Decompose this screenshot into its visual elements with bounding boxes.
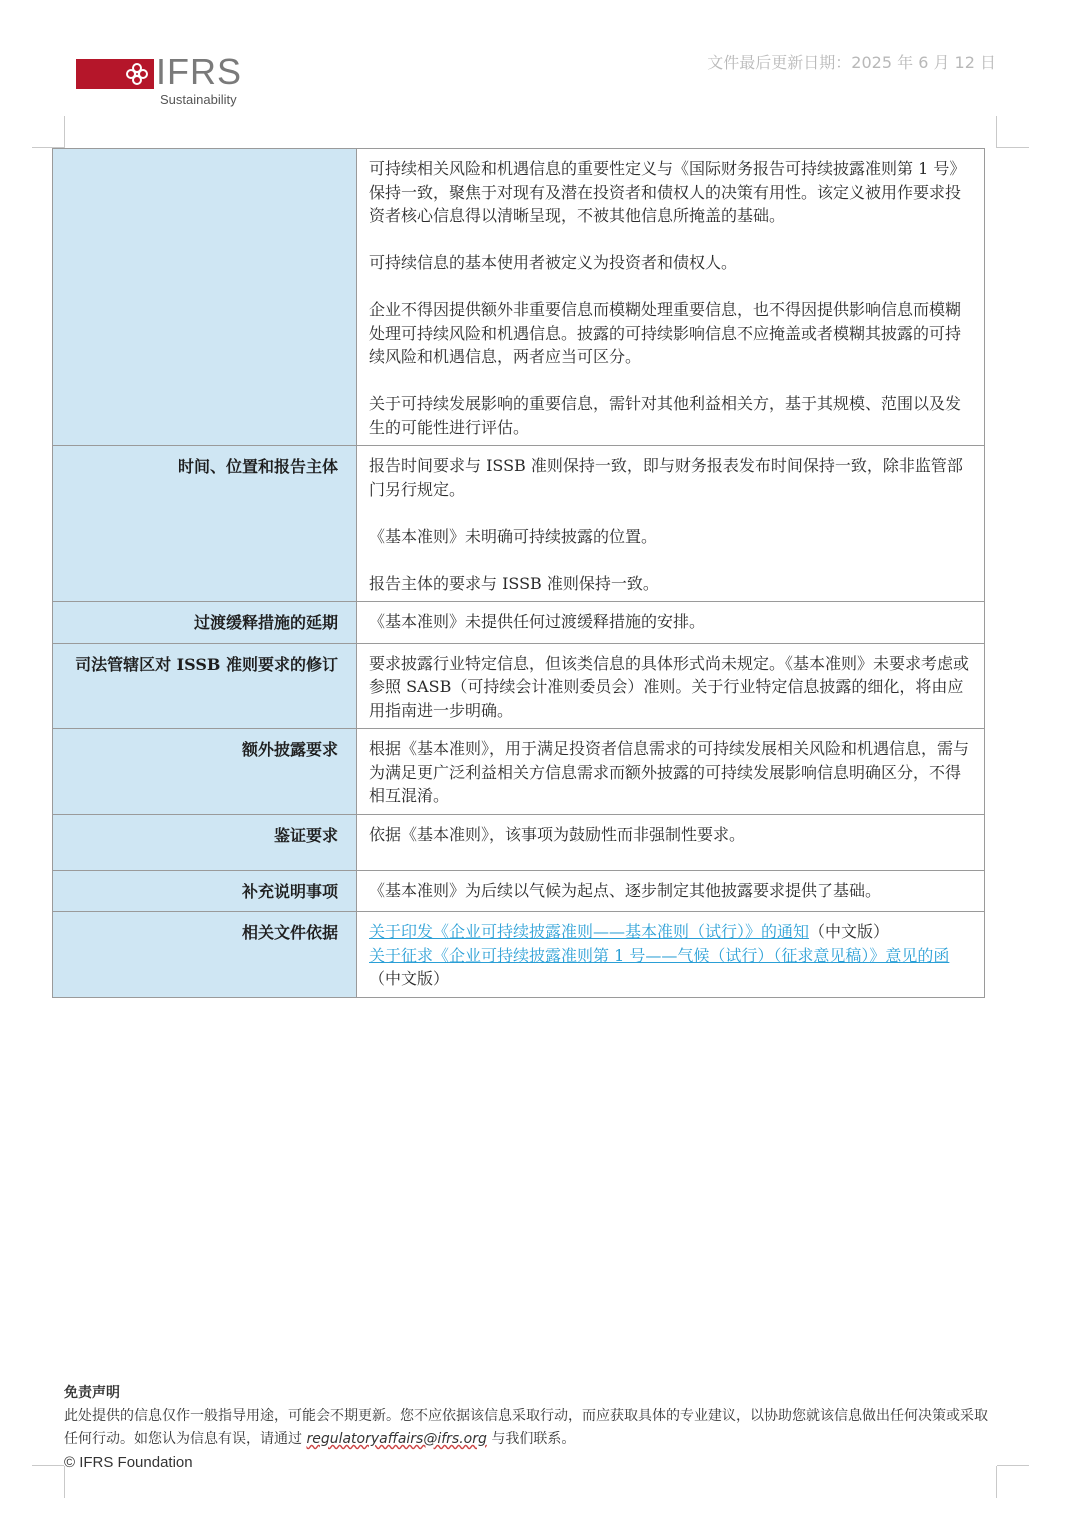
paragraph: 报告时间要求与 ISSB 准则保持一致，即与财务报表发布时间保持一致，除非监管部门另行规定。 — [369, 456, 963, 499]
row-label: 司法管辖区对 ISSB 准则要求的修订 — [53, 643, 357, 729]
row-content — [357, 912, 985, 998]
row-content — [357, 149, 985, 446]
doc-suffix: （中文版） — [809, 922, 890, 941]
row-label — [53, 149, 357, 446]
doc-suffix: （中文版） — [369, 969, 450, 988]
row-content — [357, 729, 985, 815]
crop-mark — [997, 1465, 1029, 1466]
row-label: 额外披露要求 — [53, 729, 357, 815]
ifrs-logo — [76, 51, 246, 108]
row-content — [357, 870, 985, 912]
disclaimer-title: 免责声明 — [64, 1385, 120, 1401]
doc-link-basic-standard[interactable]: 关于印发《企业可持续披露准则——基本准则（试行）》的通知 — [369, 922, 810, 941]
row-label: 补充说明事项 — [53, 870, 357, 912]
disclaimer-line: 此处提供的信息仅作一般指导用途，可能会不期更新。您不应依据该信息采取行动，而应获取具体的专业建议，以协助您就该信息做出任何决策或采取任何行动。如您认为信息有误，请通过 — [64, 1408, 988, 1447]
crop-mark — [997, 147, 1029, 148]
table-row — [53, 870, 985, 912]
paragraph: 《基本准则》为后续以气候为起点、逐步制定其他披露要求提供了基础。 — [369, 880, 882, 900]
doc-link-climate-standard[interactable]: 关于征求《企业可持续披露准则第 1 号——气候（试行）（征求意见稿）》意见的函 — [369, 945, 950, 965]
flower-icon — [124, 61, 150, 87]
table-row — [53, 912, 985, 998]
paragraph: 企业不得因提供额外非重要信息而模糊处理重要信息，也不得因提供影响信息而模糊处理可持续风险和机遇信息。披露的可持续影响信息不应掩盖或者模糊其披露的可持续风险和机遇信息，两者应当可区分。 — [369, 300, 962, 366]
table-row — [53, 602, 985, 644]
last-updated: 文件最后更新日期：2025 年 6 月 12 日 — [707, 53, 996, 72]
row-label: 相关文件依据 — [53, 912, 357, 998]
jurisdiction-table — [52, 148, 985, 998]
doc-line — [369, 944, 972, 991]
paragraph: 根据《基本准则》，用于满足投资者信息需求的可持续发展相关风险和机遇信息，需与为满足更广泛利益相关方信息需求而额外披露的可持续发展影响信息明确区分，不得相互混淆。 — [369, 739, 970, 805]
table-row — [53, 149, 985, 446]
row-label: 鉴证要求 — [53, 814, 357, 870]
paragraph: 关于可持续发展影响的重要信息，需针对其他利益相关方，基于其规模、范围以及发生的可能性进行评估。 — [369, 394, 962, 437]
table-row — [53, 446, 985, 602]
paragraph: 《基本准则》未明确可持续披露的位置。 — [369, 526, 658, 546]
paragraph: 《基本准则》未提供任何过渡缓释措施的安排。 — [369, 612, 706, 631]
table-row — [53, 814, 985, 870]
row-content — [357, 814, 985, 870]
paragraph: 可持续信息的基本使用者被定义为投资者和债权人。 — [369, 253, 738, 272]
disclaimer — [64, 1382, 994, 1474]
paragraph: 依据《基本准则》，该事项为鼓励性而非强制性要求。 — [369, 824, 746, 844]
row-content — [357, 643, 985, 729]
crop-mark — [32, 1465, 64, 1466]
logo-text: IFRS — [156, 51, 243, 92]
table-row — [53, 643, 985, 729]
row-content — [357, 602, 985, 644]
email-link[interactable]: regulatoryaffairs@ifrs.org — [306, 1431, 487, 1447]
paragraph: 报告主体的要求与 ISSB 准则保持一致。 — [369, 573, 659, 593]
logo-subtitle: Sustainability — [160, 92, 237, 107]
paragraph: 可持续相关风险和机遇信息的重要性定义与《国际财务报告可持续披露准则第 1 号》保持一致，聚焦于对现有及潜在投资者和债权人的决策有用性。该定义被用作要求投资者核心信息得以清晰呈现，不被其他信息所掩盖的基础。 — [369, 159, 966, 225]
row-label: 时间、位置和报告主体 — [53, 446, 357, 602]
copyright: © IFRS Foundation — [64, 1454, 193, 1471]
crop-mark — [64, 116, 65, 148]
disclaimer-line-end: 与我们联系。 — [491, 1431, 576, 1447]
crop-mark — [996, 116, 997, 148]
row-label: 过渡缓释措施的延期 — [53, 602, 357, 644]
table-row — [53, 729, 985, 815]
crop-mark — [996, 1466, 997, 1498]
doc-line — [369, 920, 972, 944]
row-content — [357, 446, 985, 602]
paragraph: 要求披露行业特定信息，但该类信息的具体形式尚未规定。《基本准则》未要求考虑或参照 SASB（可持续会计准则委员会）准则。关于行业特定信息披露的细化，将由应用指南进一步明确。 — [369, 653, 970, 720]
disclaimer-text — [64, 1405, 994, 1451]
